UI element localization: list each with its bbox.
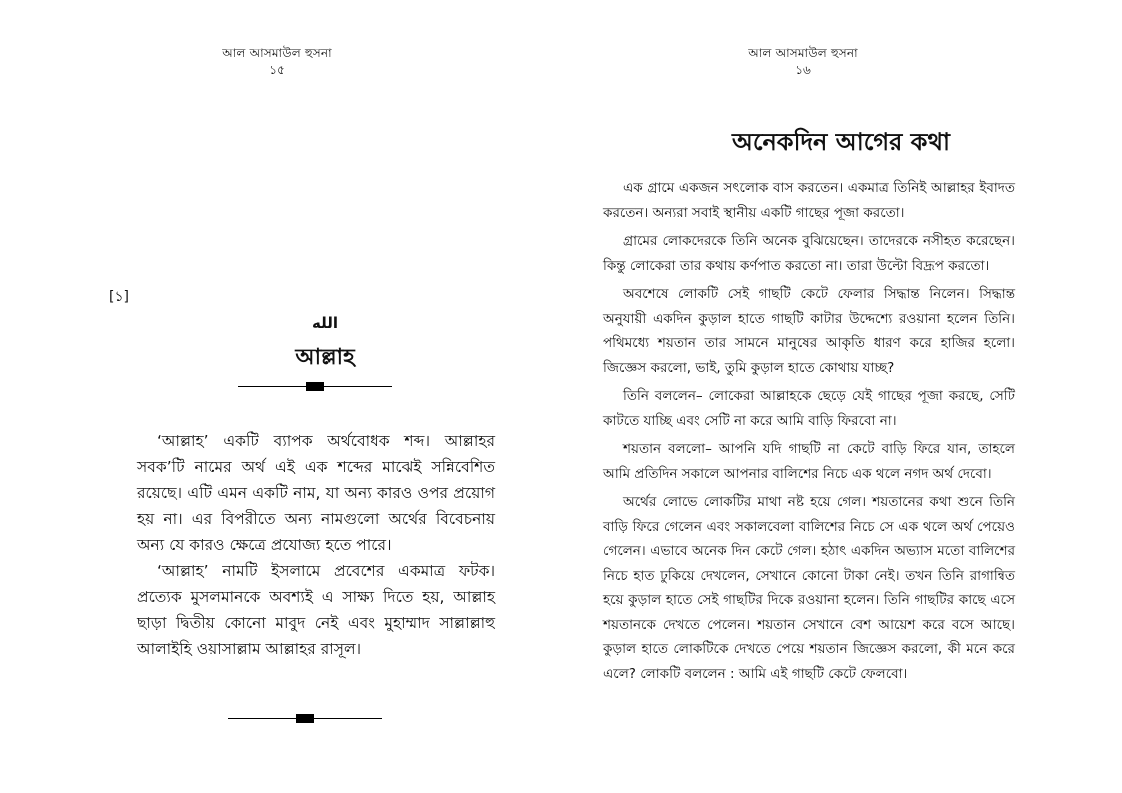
paragraph: শয়তান বললো– আপনি যদি গাছটি না কেটে বাড়ি ফিরে যান, তাহলে আমি প্রতিদিন সকালে আপনার বালিশের নিচে এক থলে নগদ অর্থ দেবো।	[603, 441, 1015, 482]
ornament-divider-bottom	[228, 714, 382, 723]
chapter-title: অনেকদিন আগের কথা	[732, 127, 950, 156]
running-title: আল আসমাউল হুসনা	[748, 46, 858, 60]
entry-number: [১]	[109, 289, 130, 305]
page-number: ১৫	[269, 63, 285, 77]
ornament-divider-top	[238, 382, 392, 391]
paragraph: অর্থের লোভে লোকটির মাথা নষ্ট হয়ে গেল। শয়তানের কথা শুনে তিনি বাড়ি ফিরে গেলেন এবং সকালবেলা বালিশের নিচে সে এক থলে অর্থ পেয়েও গেলেন। এভাবে অনেক দিন কেটে গেল। হঠাৎ একদিন অভ্যাস মতো বালিশের নিচে হাত ঢুকিয়ে দেখলেন, সেখানে কোনো টাকা নেই। তখন তিনি রাগান্বিত হয়ে কুড়াল হাতে সেই গাছটির দিকে রওয়ানা হলেন। তিনি গাছটির কাছে এসে শয়তানকে দেখতে পেলেন। শয়তান সেখানে বেশ আয়েশ করে বসে আছে। কুড়াল হাতে লোকটিকে দেখতে পেয়ে শয়তান জিজ্ঞেস করলো, কী মনে করে এলে? লোকটি বললেন : আমি এই গাছটি কেটে ফেলবো।	[603, 494, 1015, 682]
right-page	[561, 0, 1122, 793]
page-number: ১৬	[795, 63, 811, 77]
paragraph: তিনি বললেন– লোকেরা আল্লাহকে ছেড়ে যেই গাছের পূজা করছে, সেটি কাটতে যাচ্ছি এবং সেটি না করে আমি বাড়ি ফিরবো না।	[603, 388, 1015, 429]
right-body-text	[603, 176, 1015, 690]
running-title: আল আসমাউল হুসনা	[222, 46, 332, 60]
arabic-name: الله	[312, 314, 338, 332]
paragraph: ‘আল্লাহ’ একটি ব্যাপক অর্থবোধক শব্দ। আল্লাহর সবক’টি নামের অর্থ এই এক শব্দের মাঝেই সন্নিবেশিত রয়েছে। এটি এমন একটি নাম, যা অন্য কারও ওপর প্রয়োগ হয় না। এর বিপরীতে অন্য নামগুলো অর্থের বিবেচনায় অন্য যে কারও ক্ষেত্রে প্রযোজ্য হতে পারে।	[137, 432, 495, 554]
left-body-text	[137, 428, 495, 662]
bengali-name-heading: আল্লাহ	[295, 344, 355, 370]
paragraph: ‘আল্লাহ’ নামটি ইসলামে প্রবেশের একমাত্র ফটক। প্রত্যেক মুসলমানকে অবশ্যই এ সাক্ষ্য দিতে হয়, আল্লাহ ছাড়া দ্বিতীয় কোনো মাবুদ নেই এবং মুহাম্মাদ সাল্লাল্লাহু আলাইহি ওয়াসাল্লাম আল্লাহর রাসূল।	[137, 562, 495, 658]
paragraph: অবশেষে লোকটি সেই গাছটি কেটে ফেলার সিদ্ধান্ত নিলেন। সিদ্ধান্ত অনুযায়ী একদিন কুড়াল হাতে গাছটি কাটার উদ্দেশ্যে রওয়ানা হলেন তিনি। পথিমধ্যে শয়তান তার সামনে মানুষের আকৃতি ধারণ করে হাজির হলো। জিজ্ঞেস করলো, ভাই, তুমি কুড়াল হাতে কোথায় যাচ্ছ?	[603, 286, 1015, 376]
paragraph: এক গ্রামে একজন সৎলোক বাস করতেন। একমাত্র তিনিই আল্লাহর ইবাদত করতেন। অন্যরা সবাই স্থানীয় একটি গাছের পূজা করতো।	[603, 180, 1015, 221]
paragraph: গ্রামের লোকদেরকে তিনি অনেক বুঝিয়েছেন। তাদেরকে নসীহত করেছেন। কিন্তু লোকেরা তার কথায় কর্ণপাত করতো না। তারা উল্টো বিদ্রূপ করতো।	[603, 233, 1015, 274]
